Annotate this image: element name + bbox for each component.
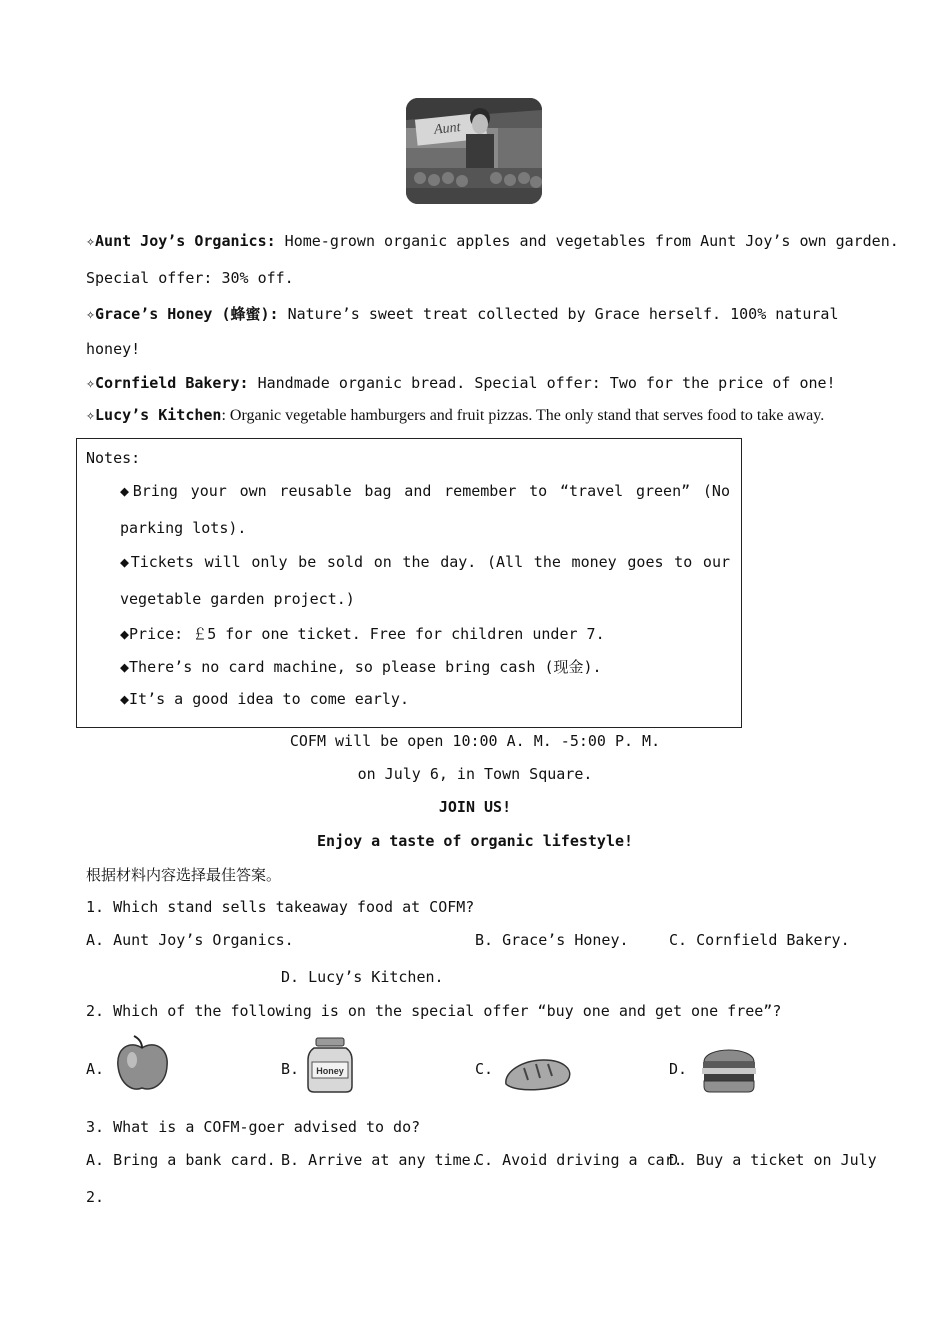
stand-grace-honey	[86, 303, 838, 324]
note-text-cont: parking lots).	[120, 519, 247, 537]
stand-bullet-icon: ✧	[86, 232, 96, 250]
stand-name: Aunt Joy’s Organics:	[95, 232, 276, 250]
stand-description: Nature’s sweet treat collected by Grace herself. 100% natural	[278, 305, 839, 323]
note-text: It’s a good idea to come early.	[129, 690, 409, 708]
diamond-bullet-icon: ◆	[120, 482, 133, 500]
q2-option-d[interactable]: D.	[669, 1060, 688, 1078]
stand-description: Handmade organic bread. Special offer: Two for the price of one!	[248, 374, 836, 392]
q2-option-a[interactable]: A.	[86, 1060, 105, 1078]
q1-option-d[interactable]: D. Lucy’s Kitchen.	[281, 968, 444, 986]
note-item	[120, 623, 605, 644]
join-us: JOIN US!	[438, 798, 512, 816]
stand-cornfield-bakery	[86, 374, 836, 392]
stand-bullet-icon: ✧	[86, 305, 96, 323]
stand-bullet-icon: ✧	[86, 374, 96, 392]
question-2-stem: 2. Which of the following is on the special offer “buy one and get one free”?	[86, 1002, 782, 1020]
market-stand-photo	[406, 98, 542, 204]
q1-option-a[interactable]: A. Aunt Joy’s Organics.	[86, 931, 294, 949]
stand-description: Home-grown organic apples and vegetables from Aunt Joy’s own garden.	[275, 232, 899, 250]
diamond-bullet-icon: ◆	[120, 553, 131, 571]
stand-lucy-kitchen	[86, 406, 824, 425]
photo-sign-text: Aunt	[433, 120, 462, 138]
q3-option-b[interactable]: B. Arrive at any time.	[281, 1151, 480, 1169]
hamburger-icon	[700, 1040, 758, 1100]
honey-label: Honey	[316, 1066, 344, 1076]
stand-bullet-icon: ✧	[86, 406, 96, 424]
question-3-stem: 3. What is a COFM-goer advised to do?	[86, 1118, 421, 1136]
stand-aunt-joy-cont: Special offer: 30% off.	[86, 269, 294, 287]
event-date-location: on July 6, in Town Square.	[357, 765, 593, 783]
stand-aunt-joy	[86, 232, 899, 250]
q1-option-b[interactable]: B. Grace’s Honey.	[475, 931, 629, 949]
note-item	[120, 553, 730, 571]
diamond-bullet-icon: ◆	[120, 625, 130, 643]
bread-icon	[502, 1054, 574, 1098]
honey-jar-icon	[306, 1036, 354, 1098]
q2-option-c[interactable]: C.	[475, 1060, 494, 1078]
note-item	[120, 482, 730, 500]
note-text-cont: vegetable garden project.)	[120, 590, 355, 608]
stand-name: Cornfield Bakery:	[95, 374, 249, 392]
note-text: Bring your own reusable bag and remember to “travel green” (No	[132, 482, 730, 500]
stand-name: Lucy’s Kitchen	[95, 406, 222, 424]
note-text: Tickets will only be sold on the day. (All the money goes to our	[130, 553, 731, 571]
note-text: There’s no card machine, so please bring cash (现金).	[129, 658, 602, 676]
q3-option-d-cont: 2.	[86, 1188, 105, 1206]
q2-option-b[interactable]: B.	[281, 1060, 300, 1078]
stand-name: Grace’s Honey (蜂蜜):	[95, 305, 279, 323]
notes-title: Notes:	[86, 449, 141, 467]
note-text: Price: ￡5 for one ticket. Free for children under 7.	[129, 625, 605, 643]
open-hours: COFM will be open 10:00 A. M. -5:00 P. M.	[289, 732, 661, 750]
instruction: 根据材料内容选择最佳答案。	[86, 866, 282, 884]
note-item	[120, 656, 602, 677]
question-1-stem: 1. Which stand sells takeaway food at COFM?	[86, 898, 475, 916]
q3-option-a[interactable]: A. Bring a bank card.	[86, 1151, 276, 1169]
stand-grace-honey-cont: honey!	[86, 340, 141, 358]
q3-option-d[interactable]: D. Buy a ticket on July	[669, 1151, 877, 1169]
stand-description: : Organic vegetable hamburgers and fruit pizzas. The only stand that serves food to take away.	[221, 407, 825, 424]
q3-option-c[interactable]: C. Avoid driving a car.	[475, 1151, 683, 1169]
diamond-bullet-icon: ◆	[120, 690, 130, 708]
apple-icon	[114, 1034, 170, 1098]
note-item	[120, 690, 409, 708]
diamond-bullet-icon: ◆	[120, 658, 130, 676]
tagline: Enjoy a taste of organic lifestyle!	[316, 832, 634, 850]
q1-option-c[interactable]: C. Cornfield Bakery.	[669, 931, 850, 949]
